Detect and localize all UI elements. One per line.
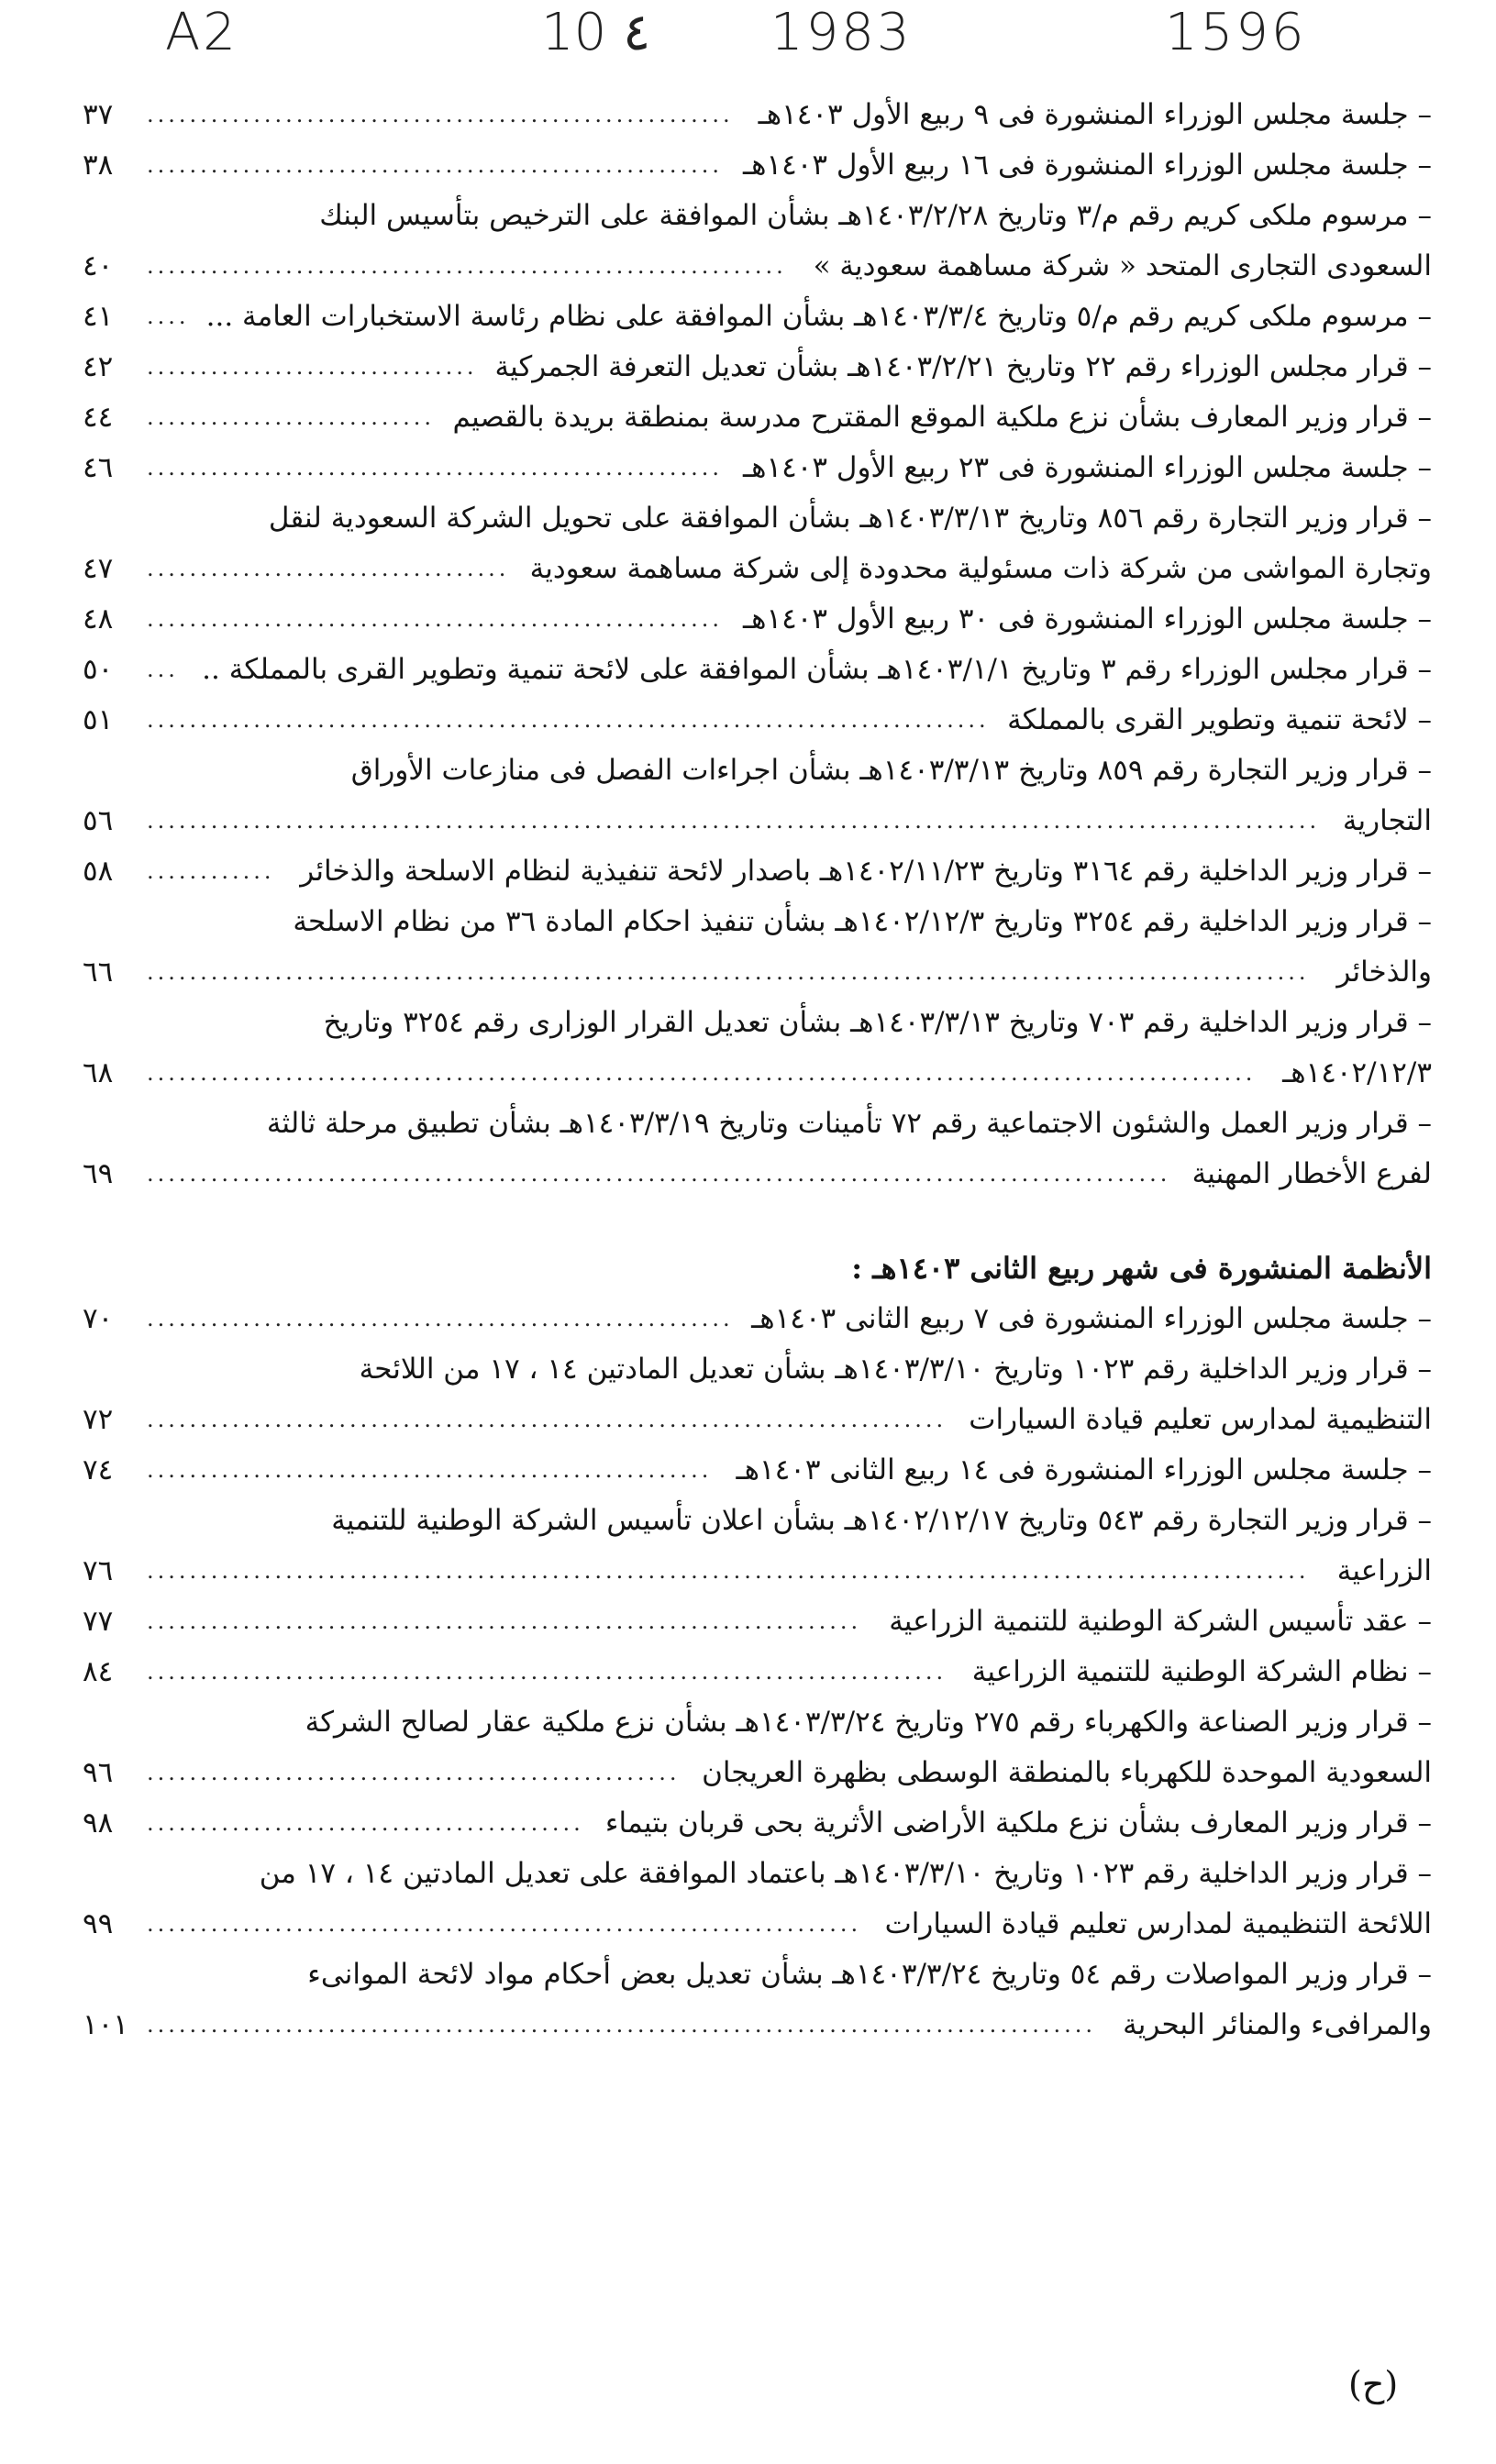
toc-entry	[83, 2000, 1432, 2050]
dot-leader: .....................................................	[147, 1457, 713, 1483]
toc-entry	[83, 796, 1432, 846]
toc-entry-text: – جلسة مجلس الوزراء المنشورة فى ٧ ربيع الثانى ١٤٠٣هـ	[751, 1302, 1432, 1335]
toc-entry-text: – قرار مجلس الوزراء رقم ٢٢ وتاريخ ١٤٠٣/٢/٢١هـ بشأن تعديل التعرفة الجمركية	[494, 350, 1432, 383]
toc-entry	[83, 1950, 1432, 2000]
toc-entry	[83, 1597, 1432, 1647]
toc-page-number: ٥٦	[83, 804, 114, 837]
toc-entry-text: – جلسة مجلس الوزراء المنشورة فى ٩ ربيع الأول ١٤٠٣هـ	[758, 98, 1432, 131]
toc-entry-text: السعودية الموحدة للكهرباء بالمنطقة الوسطى بظهرة العريجان	[702, 1756, 1432, 1789]
toc-page-number: ٧٢	[83, 1403, 114, 1436]
toc-page-number: ٤٧	[83, 552, 114, 585]
dot-leader: ...........................	[147, 404, 435, 430]
toc-page-number: ٤٤	[83, 401, 114, 434]
toc-entry	[83, 746, 1432, 796]
toc-entry	[83, 392, 1432, 443]
toc-page-number: ٧٦	[83, 1554, 114, 1587]
toc-page-number: ٨٤	[83, 1655, 114, 1688]
toc-page-number: ٤٨	[83, 602, 114, 635]
toc-page-number: ٤٦	[83, 451, 114, 484]
toc-entry-text: اللائحة التنظيمية لمدارس تعليم قيادة السيارات	[884, 1907, 1432, 1940]
toc-entry	[83, 1048, 1432, 1099]
dot-leader: .........................................................................................	[147, 2012, 1096, 2038]
dot-leader: ............	[147, 858, 275, 884]
toc-page-number: ٦٦	[83, 956, 114, 989]
toc-entry-text: – قرار وزير التجارة رقم ٨٥٦ وتاريخ ١٤٠٣/٣/١٣هـ بشأن الموافقة على تحويل الشركة السعودية لنقل	[268, 502, 1432, 535]
toc-entry-text: – عقد تأسيس الشركة الوطنية للتنمية الزراعية	[889, 1605, 1432, 1638]
toc-entry-text: – قرار وزير المواصلات رقم ٥٤ وتاريخ ١٤٠٣/٣/٢٤هـ بشأن تعديل بعض أحكام مواد لائحة الموانىء	[307, 1958, 1432, 1991]
handwritten-note: A2	[165, 3, 238, 62]
dot-leader: ...	[147, 657, 179, 682]
table-of-contents	[83, 90, 1432, 2050]
toc-entry	[83, 1798, 1432, 1849]
toc-entry	[83, 1099, 1432, 1149]
toc-entry-text: – قرار وزير المعارف بشأن نزع ملكية الأراضى الأثرية بحى قربان بتيماء	[604, 1807, 1432, 1840]
toc-entry	[83, 1496, 1432, 1546]
toc-entry	[83, 1748, 1432, 1798]
toc-entry	[83, 1294, 1432, 1344]
dot-leader: ................................................................................................	[147, 1161, 1171, 1187]
toc-entry	[83, 342, 1432, 392]
toc-entry-text: – قرار مجلس الوزراء رقم ٣ وتاريخ ١٤٠٣/١/١هـ بشأن الموافقة على لائحة تنمية وتطوير القرى بالمملكة ..	[202, 653, 1432, 686]
toc-page-number: ٤٠	[83, 249, 114, 282]
toc-entry-text: – قرار وزير الداخلية رقم ٣١٦٤ وتاريخ ١٤٠٢/١١/٢٣هـ باصدار لائحة تنفيذية لنظام الاسلحة والذخائر	[300, 855, 1432, 888]
toc-entry	[83, 493, 1432, 544]
toc-entry	[83, 1395, 1432, 1445]
toc-page-number: ٣٧	[83, 98, 114, 131]
toc-page-number: ٧٠	[83, 1302, 114, 1335]
handwritten-note: 10 ٤	[541, 3, 651, 62]
toc-entry-text: – قرار وزير الداخلية رقم ١٠٢٣ وتاريخ ١٤٠٣/٣/١٠هـ بشأن تعديل المادتين ١٤ ، ١٧ من اللائحة	[359, 1353, 1432, 1386]
toc-page-number: ١٠١	[83, 2008, 128, 2041]
toc-entry-text: – نظام الشركة الوطنية للتنمية الزراعية	[971, 1655, 1432, 1688]
toc-page-number: ٤٢	[83, 350, 114, 383]
toc-entry-text: والمرافىء والمنائر البحرية	[1123, 2008, 1432, 2041]
dot-leader: ......................................................	[147, 606, 723, 632]
toc-entry	[83, 695, 1432, 746]
toc-entry	[83, 241, 1432, 292]
toc-page-number: ٥٠	[83, 653, 114, 686]
toc-entry-text: – قرار وزير التجارة رقم ٥٤٣ وتاريخ ١٤٠٢/١٢/١٧هـ بشأن اعلان تأسيس الشركة الوطنية للتنمية	[331, 1504, 1432, 1537]
toc-entry-text: السعودى التجارى المتحد « شركة مساهمة سعودية »	[813, 249, 1432, 282]
toc-entry	[83, 998, 1432, 1048]
toc-entry-text: الزراعية	[1336, 1554, 1432, 1587]
dot-leader: .............................................................................................................	[147, 959, 1310, 985]
toc-entry	[83, 191, 1432, 241]
dot-leader: ......................................................	[147, 152, 723, 178]
handwritten-number: 1596	[1165, 3, 1307, 62]
handwritten-year: 1983	[770, 3, 913, 62]
section-heading-text: الأنظمة المنشورة فى شهر ربيع الثانى ١٤٠٣هـ :	[851, 1251, 1432, 1286]
toc-page-number: ٣٨	[83, 149, 114, 182]
toc-page-number: ٩٨	[83, 1807, 114, 1840]
toc-entry-text: – لائحة تنمية وتطوير القرى بالمملكة	[1007, 703, 1432, 736]
toc-entry-text: والذخائر	[1336, 956, 1432, 989]
toc-entry	[83, 1697, 1432, 1748]
toc-entry-text: – جلسة مجلس الوزراء المنشورة فى ١٦ ربيع الأول ١٤٠٣هـ	[743, 149, 1432, 182]
dot-leader: ....	[147, 304, 190, 329]
toc-entry-text: – قرار وزير الداخلية رقم ٣٢٥٤ وتاريخ ١٤٠٢/١٢/٣هـ بشأن تنفيذ احكام المادة ٣٦ من نظام الاسلحة	[293, 905, 1432, 938]
toc-entry-text: – قرار وزير الداخلية رقم ١٠٢٣ وتاريخ ١٤٠٣/٣/١٠هـ باعتماد الموافقة على تعديل المادتين ١٤ ، ١٧ من	[259, 1857, 1432, 1890]
toc-page-number: ٩٦	[83, 1756, 114, 1789]
toc-entry-text: لفرع الأخطار المهنية	[1191, 1157, 1432, 1190]
dot-leader: ......................................................	[147, 455, 723, 481]
toc-page-number: ٧٤	[83, 1453, 114, 1486]
dot-leader: ...............................	[147, 354, 478, 380]
toc-entry-text: ١٤٠٢/١٢/٣هـ	[1282, 1056, 1432, 1089]
toc-page-number: ٥٨	[83, 855, 114, 888]
dot-leader: ...................................................................	[147, 1608, 862, 1634]
toc-entry-text: – قرار وزير الداخلية رقم ٧٠٣ وتاريخ ١٤٠٣/٣/١٣هـ بشأن تعديل القرار الوزارى رقم ٣٢٥٤ وتاريخ	[323, 1006, 1432, 1039]
toc-page-number: ٦٩	[83, 1157, 114, 1190]
toc-entry	[83, 90, 1432, 140]
toc-entry-text: – قرار وزير المعارف بشأن نزع ملكية الموقع المقترح مدرسة بمنطقة بريدة بالقصيم	[452, 401, 1432, 434]
toc-entry	[83, 1445, 1432, 1496]
dot-leader: ...........................................................................	[147, 1407, 947, 1432]
toc-page-number: ٥١	[83, 703, 114, 736]
toc-entry	[83, 1344, 1432, 1395]
toc-entry-text: – جلسة مجلس الوزراء المنشورة فى ١٤ ربيع الثانى ١٤٠٣هـ	[736, 1453, 1432, 1486]
dot-leader: ..............................................................................................................	[147, 808, 1321, 834]
toc-entry-text: التنظيمية لمدارس تعليم قيادة السيارات	[969, 1403, 1432, 1436]
dot-leader: ..................................................	[147, 1760, 681, 1785]
toc-page-number: ٤١	[83, 300, 114, 333]
toc-entry	[83, 645, 1432, 695]
toc-page-number: ٧٧	[83, 1605, 114, 1638]
toc-entry	[83, 1849, 1432, 1899]
toc-section-1	[83, 90, 1432, 1199]
dot-leader: ............................................................	[147, 253, 787, 279]
section-heading	[83, 1243, 1432, 1294]
dot-leader: ..................................	[147, 556, 510, 581]
toc-entry	[83, 1899, 1432, 1950]
toc-entry	[83, 443, 1432, 493]
toc-entry-text: – جلسة مجلس الوزراء المنشورة فى ٢٣ ربيع الأول ١٤٠٣هـ	[743, 451, 1432, 484]
toc-entry	[83, 897, 1432, 947]
dot-leader: ...................................................................	[147, 1911, 862, 1937]
page-letter: (ح)	[1348, 2364, 1399, 2404]
toc-entry	[83, 1647, 1432, 1697]
toc-entry-text: – مرسوم ملكى كريم رقم م/٥ وتاريخ ١٤٠٣/٣/٤هـ بشأن الموافقة على نظام رئاسة الاستخبارات العامة ...	[205, 300, 1432, 333]
toc-entry	[83, 544, 1432, 594]
toc-page-number: ٩٩	[83, 1907, 114, 1940]
toc-entry	[83, 140, 1432, 191]
toc-page-number: ٦٨	[83, 1056, 114, 1089]
dot-leader: .............................................................................................................	[147, 1558, 1310, 1584]
toc-entry-text: – جلسة مجلس الوزراء المنشورة فى ٣٠ ربيع الأول ١٤٠٣هـ	[743, 602, 1432, 635]
dot-leader: ........................................................................................................	[147, 1060, 1257, 1086]
toc-entry-text: – مرسوم ملكى كريم رقم م/٣ وتاريخ ١٤٠٣/٢/٢٨هـ بشأن الموافقة على الترخيص بتأسيس البنك	[319, 199, 1432, 232]
toc-entry-text: وتجارة المواشى من شركة ذات مسئولية محدودة إلى شركة مساهمة سعودية	[529, 552, 1432, 585]
toc-entry	[83, 594, 1432, 645]
dot-leader: .........................................	[147, 1810, 584, 1836]
toc-section-2	[83, 1294, 1432, 2050]
dot-leader: ...............................................................................	[147, 707, 990, 733]
dot-leader: .......................................................	[147, 102, 734, 127]
toc-entry	[83, 846, 1432, 897]
toc-entry-text: – قرار وزير الصناعة والكهرباء رقم ٢٧٥ وتاريخ ١٤٠٣/٣/٢٤هـ بشأن نزع ملكية عقار لصالح الشركة	[305, 1706, 1432, 1739]
toc-entry	[83, 947, 1432, 998]
toc-entry-text: التجارية	[1342, 804, 1432, 837]
toc-entry	[83, 1149, 1432, 1199]
dot-leader: ...........................................................................	[147, 1659, 947, 1685]
toc-entry-text: – قرار وزير العمل والشئون الاجتماعية رقم ٧٢ تأمينات وتاريخ ١٤٠٣/٣/١٩هـ بشأن تطبيق مرحلة ثالثة	[266, 1107, 1432, 1140]
toc-entry	[83, 1546, 1432, 1597]
toc-entry-text: – قرار وزير التجارة رقم ٨٥٩ وتاريخ ١٤٠٣/٣/١٣هـ بشأن اجراءات الفصل فى منازعات الأوراق	[350, 754, 1432, 787]
toc-entry	[83, 292, 1432, 342]
dot-leader: .......................................................	[147, 1306, 734, 1331]
